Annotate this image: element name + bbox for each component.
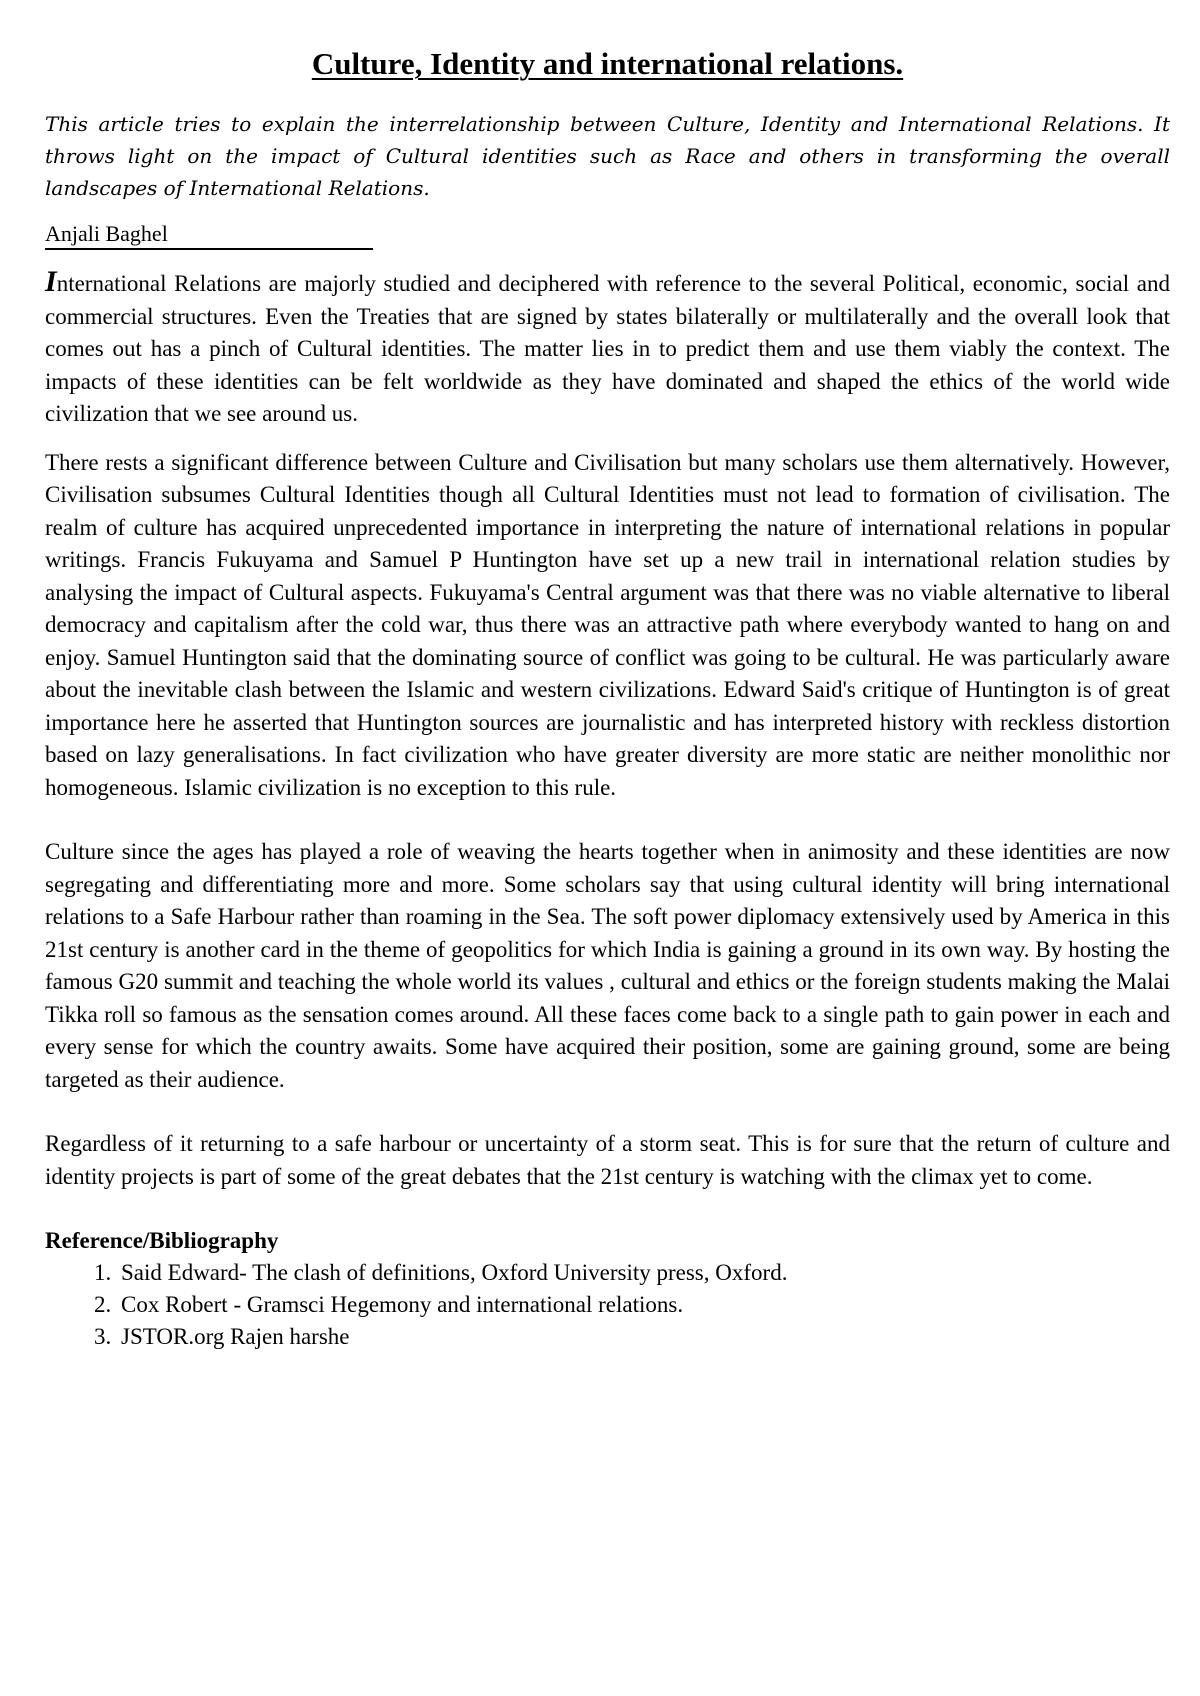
paragraph-2: There rests a significant difference between Culture and Civilisation but many scholars use them alternatively. However, Civilisation subsumes Cultural Identities though all Cultural Identities must not lead to formation of civilisation. The realm of culture has acquired unprecedented importance in interpreting the nature of international relations in popular writings. Francis Fukuyama and Samuel P Huntington have set up a new trail in international relation studies by analysing the impact of Cultural aspects. Fukuyama's Central argument was that there was no viable alternative to liberal democracy and capitalism after the cold war, thus there was an attractive path where everybody wanted to hang on and enjoy. Samuel Huntington said that the dominating source of conflict was going to be cultural. He was particularly aware about the inevitable clash between the Islamic and western civilizations. Edward Said's critique of Huntington is of great importance here he asserted that Huntington sources are journalistic and has interpreted history with reckless distortion based on lazy generalisations. In fact civilization who have greater diversity are more static are neither monolithic nor homogeneous. Islamic civilization is no exception to this rule. — [45, 449, 1170, 800]
references-heading: Reference/Bibliography — [45, 1228, 279, 1254]
document-page — [45, 45, 1170, 1353]
paragraph-3: Culture since the ages has played a role of weaving the hearts together when in animosity and these identities are now segregating and differentiating more and more. Some scholars say that using cultural identity will bring international relations to a Safe Harbour rather than roaming in the Sea. The soft power diplomacy extensively used by America in this 21st century is another card in the theme of geopolitics for which India is gaining a ground in its own way. By hosting the famous G20 summit and teaching the whole world its values , cultural and ethics or the foreign students making the Malai Tikka roll so famous as the sensation comes around. All these faces come back to a single path to gain power in each and every sense for which the country awaits. Some have acquired their position, some are gaining ground, some are being targeted as their audience. — [45, 839, 1170, 1092]
author-name: Anjali Baghel — [45, 220, 373, 250]
reference-item: 1. Said Edward- The clash of definitions, Oxford University press, Oxford. — [117, 1257, 1170, 1289]
reference-item: 2. Cox Robert - Gramsci Hegemony and international relations. — [117, 1289, 1170, 1321]
paragraph-1 — [45, 266, 1170, 431]
paragraph-4: Regardless of it returning to a safe harbour or uncertainty of a storm seat. This is for sure that the return of culture and identity projects is part of some of the great debates that the 21st century is watching with the climax yet to come. — [45, 1131, 1170, 1189]
reference-item: 3. JSTOR.org Rajen harshe — [117, 1321, 1170, 1353]
paragraph-1-text: nternational Relations are majorly studied and deciphered with reference to the several Political, economic, social and commercial structures. Even the Treaties that are signed by states bilaterally or multilaterally and the overall look that comes out has a pinch of Cultural identities. The matter lies in to predict them and use them viably the context. The impacts of these identities can be felt worldwide as they have dominated and shaped the ethics of the world wide civilization that we see around us. — [45, 271, 1170, 427]
author-line — [45, 220, 1170, 250]
abstract: This article tries to explain the interrelationship between Culture, Identity and International Relations. It throws light on the impact of Cultural identities such as Race and others in transforming the overall landscapes of International Relations. — [45, 112, 1170, 201]
references-list — [45, 1257, 1170, 1353]
drop-cap: I — [45, 265, 57, 299]
document-title: Culture, Identity and international relations. — [311, 46, 904, 81]
